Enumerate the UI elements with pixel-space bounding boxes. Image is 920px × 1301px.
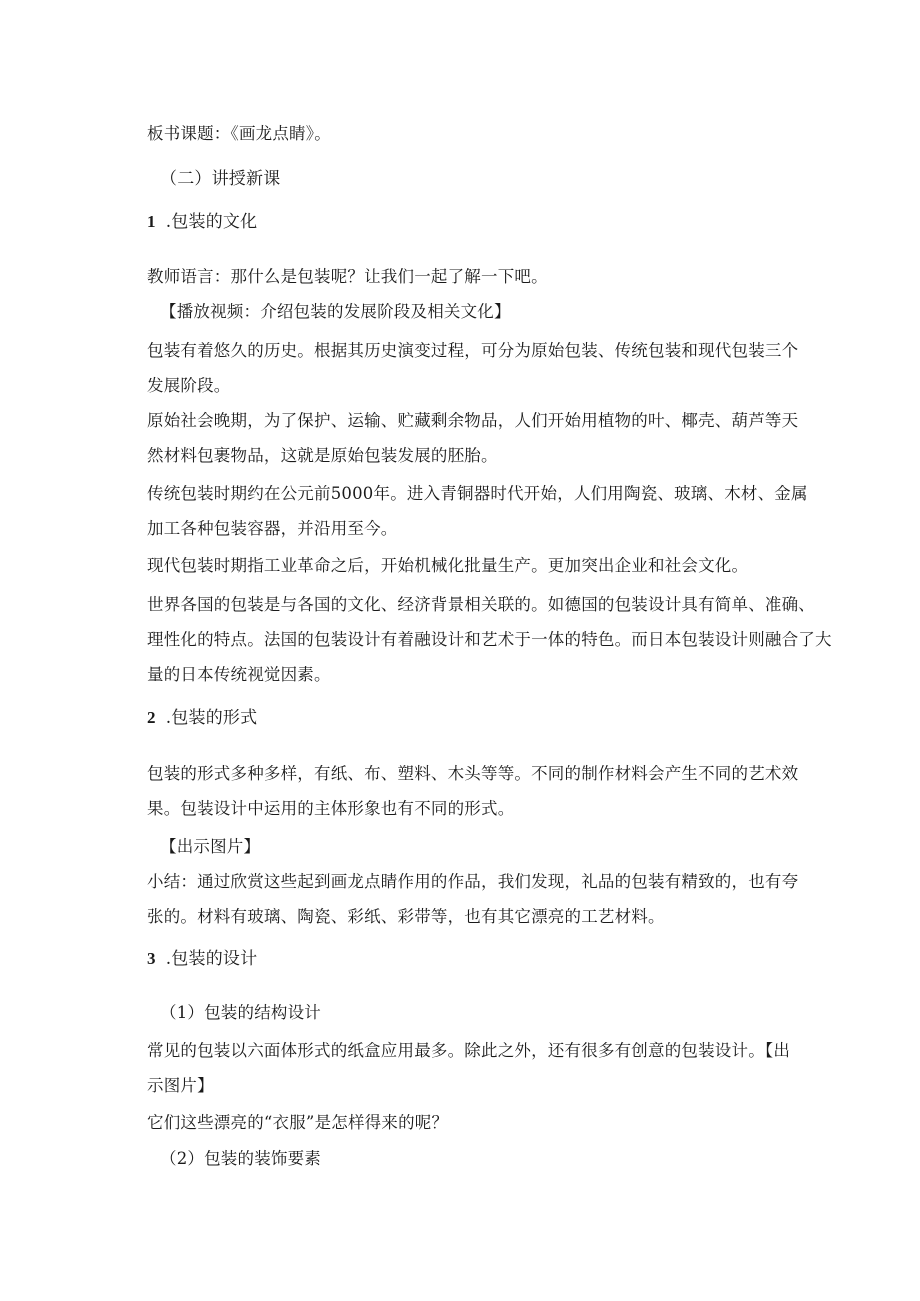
para-world-line-3: 量的日本传统视觉因素。	[147, 665, 331, 684]
show-images-note-1: 【出示图片】	[160, 837, 261, 856]
para-world-line-2: 理性化的特点。法国的包装设计有着融设计和艺术于一体的特色。而日本包装设计则融合了大	[147, 630, 832, 649]
teacher-line: 教师语言：那什么是包装呢？让我们一起了解一下吧。	[147, 267, 548, 286]
section-1-number: 1	[147, 212, 156, 231]
para-traditional-line-2: 加工各种包装容器，并沿用至今。	[147, 519, 398, 538]
subsection-1-heading: （1）包装的结构设计	[160, 1003, 321, 1022]
board-title: 板书课题：《画龙点睛》。	[147, 124, 331, 143]
para-modern: 现代包装时期指工业革命之后，开始机械化批量生产。更加突出企业和社会文化。	[147, 556, 749, 575]
video-note: 【播放视频：介绍包装的发展阶段及相关文化】	[160, 302, 511, 321]
summary-line-1: 小结：通过欣赏这些起到画龙点睛作用的作品，我们发现，礼品的包装有精致的，也有夸	[147, 872, 799, 891]
para-forms-line-2: 果。包装设计中运用的主体形象也有不同的形式。	[147, 799, 515, 818]
para-primitive-line-1: 原始社会晚期，为了保护、运输、贮藏剩余物品，人们开始用植物的叶、椰壳、葫芦等天	[147, 411, 799, 430]
section-2-number: 2	[147, 708, 156, 727]
section-3-title: .包装的设计	[165, 949, 258, 969]
para-history-line-1: 包装有着悠久的历史。根据其历史演变过程，可分为原始包装、传统包装和现代包装三个	[147, 341, 799, 360]
para-structure-line-1: 常见的包装以六面体形式的纸盒应用最多。除此之外，还有很多有创意的包装设计。【出	[147, 1041, 791, 1060]
para-forms-line-1: 包装的形式多种多样，有纸、布、塑料、木头等等。不同的制作材料会产生不同的艺术效	[147, 764, 799, 783]
question-line: 它们这些漂亮的“衣服”是怎样得来的呢？	[147, 1113, 449, 1132]
section-two-heading: （二）讲授新课	[160, 169, 281, 189]
para-history-line-2: 发展阶段。	[147, 376, 231, 395]
subsection-2-heading: （2）包装的装饰要素	[160, 1149, 321, 1168]
para-world-line-1: 世界各国的包装是与各国的文化、经济背景相关联的。如德国的包装设计具有简单、准确、	[147, 595, 815, 614]
section-1-title: .包装的文化	[165, 212, 258, 232]
section-3-number: 3	[147, 949, 156, 968]
summary-line-2: 张的。材料有玻璃、陶瓷、彩纸、彩带等，也有其它漂亮的工艺材料。	[147, 907, 665, 926]
section-2-heading	[147, 707, 257, 729]
section-3-heading	[147, 948, 257, 970]
para-traditional-line-1: 传统包装时期约在公元前5000年。进入青铜器时代开始，人们用陶瓷、玻璃、木材、金属	[147, 484, 808, 503]
section-2-title: .包装的形式	[165, 708, 258, 728]
section-1-heading	[147, 211, 257, 233]
para-structure-line-2: 示图片】	[147, 1076, 214, 1095]
para-primitive-line-2: 然材料包裹物品，这就是原始包装发展的胚胎。	[147, 446, 498, 465]
